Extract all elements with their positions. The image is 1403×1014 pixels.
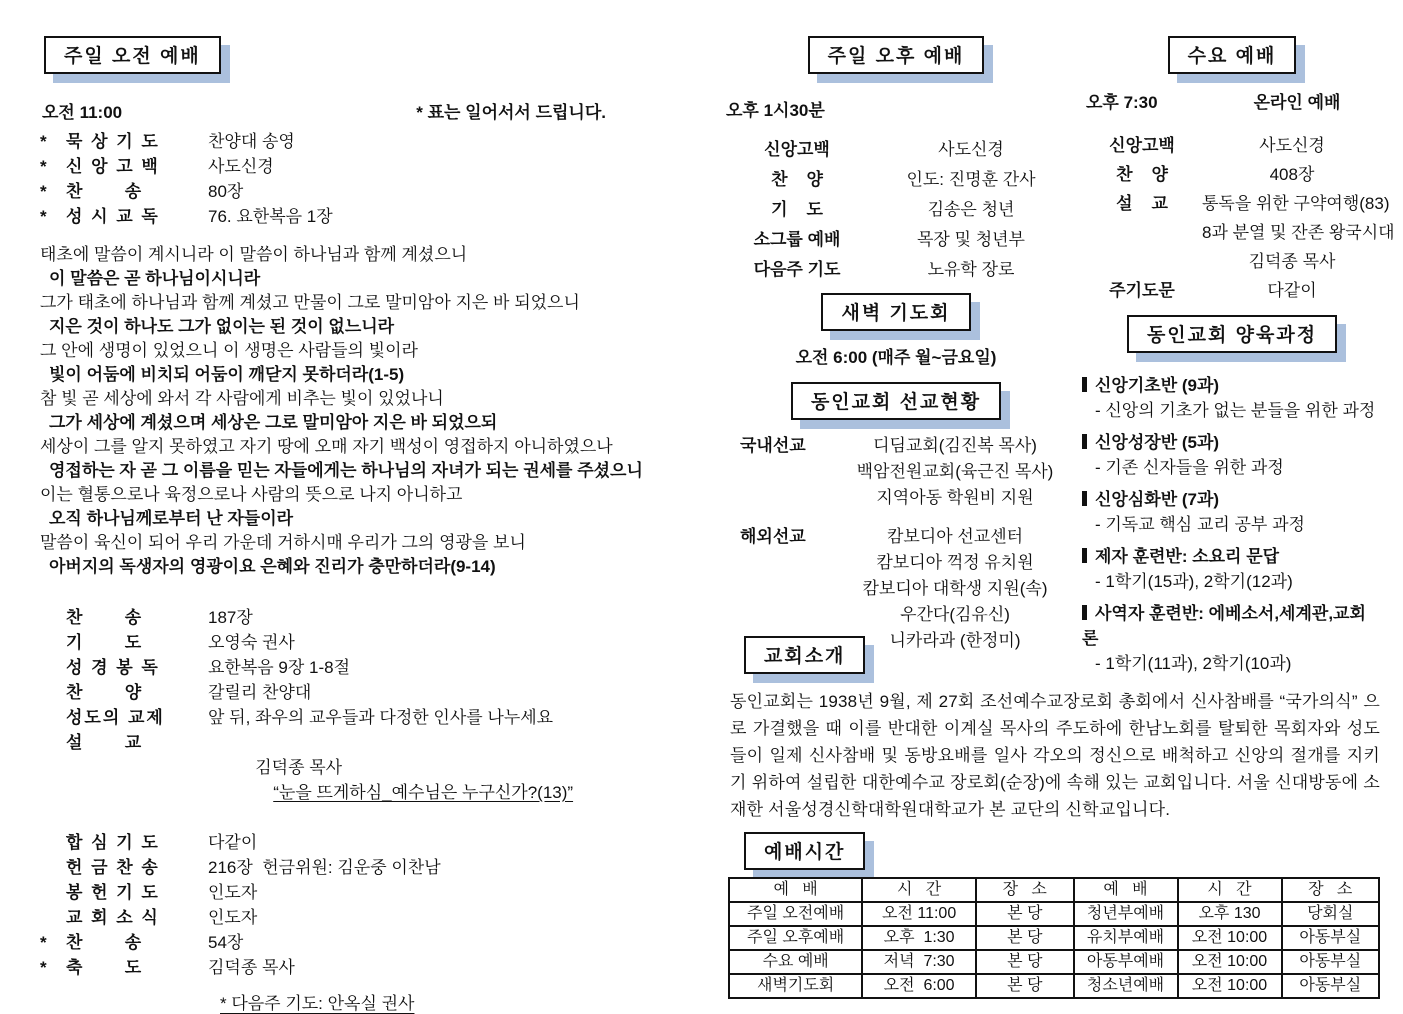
nurture-course-name: 사역자 훈련반: 에베소서,세계관,교회론: [1082, 604, 1366, 648]
service-item-label: 다음주 기도: [753, 260, 841, 279]
service-item-row: [722, 135, 1070, 165]
nurture-course: [1082, 373, 1382, 423]
service-item-label: 성 시 교 독: [66, 207, 160, 226]
stand-asterisk: [40, 880, 66, 905]
service-item-row: [722, 165, 1070, 195]
table-cell: 오전 11:00: [862, 902, 976, 926]
service-item-value: 80장: [208, 182, 244, 201]
order-label: 합 심 기 도: [66, 833, 160, 852]
responsive-reading-text: [40, 243, 658, 579]
table-cell: 아동부실: [1282, 950, 1380, 974]
domestic-mission-group: [722, 433, 1070, 511]
order-label: 찬 송: [66, 608, 144, 627]
scripture-line: 빛이 어둠에 비치되 어둠이 깨닫지 못하더라(1-5): [49, 365, 405, 384]
order-label: 설 교: [66, 733, 144, 752]
service-item-label: 기 도: [771, 200, 823, 219]
nurture-course-name: 신앙성장반 (5과): [1082, 430, 1382, 455]
afternoon-items: [722, 135, 1070, 285]
table-cell: 오후 130: [1178, 902, 1282, 926]
service-item-value: 사도신경: [208, 157, 274, 176]
mission-item: 디딤교회(김진복 목사): [873, 436, 1037, 455]
scripture-line: 이 말씀은 곧 하나님이시니라: [49, 269, 261, 288]
table-cell: 아동부예배: [1074, 950, 1178, 974]
stand-asterisk: [40, 705, 66, 730]
service-item-label: 소그룹 예배: [753, 230, 841, 249]
morning-order-list: [40, 605, 658, 980]
morning-items: [40, 129, 658, 229]
church-intro-section: [728, 636, 1382, 999]
service-item-row: [1082, 160, 1382, 189]
service-item-row: [1082, 131, 1382, 160]
mission-title: 동인교회 선교현황: [810, 392, 982, 413]
column-header: 시 간: [862, 878, 976, 902]
service-item-label: [1082, 218, 1202, 247]
service-item-value: 김덕종 목사: [1248, 252, 1336, 271]
service-item-value: 사도신경: [1259, 136, 1325, 155]
dawn-prayer-title-box: [821, 293, 970, 331]
table-cell: 본 당: [976, 974, 1074, 998]
scripture-line: 영접하는 자 곧 그 이름을 믿는 자들에게는 하나님의 자녀가 되는 권세를 주셨으니: [49, 461, 643, 480]
column-header: 장 소: [1282, 878, 1380, 902]
church-intro-text: 동인교회는 1938년 9월, 제 27회 조선예수교장로회 총회에서 신사참배를 “국가의식” 으로 가결했을 때 이를 반대한 이계실 목사의 주도하에 한남노회를 탈퇴한 목회자와 성도들이 일제 신사참배 및 동방요배를 일사 각오의 정신으로 배척하고 신앙의 절개를 지키기 위하여 설립한 대한예수교 장로회(순장)에 속해 있는 교회입니다. 서울 신대방동에 소재한 서울성경신학대학원대학교가 본 교단의 신학교입니다.: [730, 692, 1380, 819]
table-row: [729, 902, 1379, 926]
mission-item: 백암전원교회(육근진 목사): [856, 462, 1054, 481]
order-value: 인도자: [208, 908, 258, 927]
scripture-line: 말씀이 육신이 되어 우리 가운데 거하시매 우리가 그의 영광을 보니: [40, 533, 526, 552]
table-cell: 오후 1:30: [862, 926, 976, 950]
table-cell: 청소년예배: [1074, 974, 1178, 998]
overseas-mission-label: 해외선교: [740, 527, 806, 546]
service-item-value: 8과 분열 및 잔존 왕국시대: [1202, 223, 1395, 242]
nurture-course-desc: - 1학기(15과), 2학기(12과): [1095, 572, 1293, 591]
order-label: 찬 송: [66, 933, 144, 952]
order-value: 요한복음 9장 1-8절: [208, 658, 351, 677]
stand-note: * 표는 일어서서 드립니다.: [416, 103, 606, 122]
sermon-title: “눈을 뜨게하심_예수님은 누구신가?(13)”: [273, 783, 574, 802]
nurture-course-desc: - 기독교 핵심 교리 공부 과정: [1095, 515, 1305, 534]
service-item-value: 목장 및 청년부: [917, 230, 1025, 249]
morning-service-section: [40, 36, 658, 1014]
scripture-line: 아버지의 독생자의 영광이요 은혜와 진리가 충만하더라(9-14): [49, 557, 496, 576]
mission-item: 우간다(김유신): [900, 605, 1010, 624]
stand-asterisk: *: [40, 933, 47, 952]
table-cell: 본 당: [976, 902, 1074, 926]
order-value: 오영숙 권사: [208, 633, 295, 652]
dawn-prayer-time: 오전 6:00 (매주 월~금요일): [795, 348, 997, 367]
mission-item: 캄보디아 꺽정 유치원: [876, 553, 1034, 572]
stand-asterisk: [40, 830, 66, 855]
stand-asterisk: [40, 730, 66, 830]
service-times-title-box: [744, 832, 865, 870]
table-header-row: [729, 878, 1379, 902]
service-item-value: 사도신경: [938, 140, 1004, 159]
wednesday-title: 수요 예배: [1187, 46, 1277, 67]
church-intro-title-box: [744, 636, 865, 674]
order-row: [40, 955, 658, 980]
sermon-preacher: 김덕종 목사: [255, 758, 343, 777]
list-bar-icon: [1082, 548, 1087, 563]
service-item-label: [1082, 247, 1202, 276]
mission-title-box: [791, 382, 1001, 420]
service-item-label: 신앙고백: [1109, 136, 1175, 155]
service-item-row: [1082, 218, 1395, 247]
order-row: [40, 905, 658, 930]
table-cell: 당회실: [1282, 902, 1380, 926]
service-item-value: 김송은 청년: [927, 200, 1015, 219]
service-item-label: 묵 상 기 도: [66, 132, 160, 151]
order-row: [40, 605, 658, 630]
morning-head-row: [42, 98, 658, 123]
table-cell: 본 당: [976, 950, 1074, 974]
service-item-value: 76. 요한복음 1장: [208, 207, 333, 226]
table-cell: 오전 10:00: [1178, 950, 1282, 974]
order-row: [40, 680, 658, 705]
table-cell: 오전 10:00: [1178, 926, 1282, 950]
table-cell: 새벽기도회: [729, 974, 862, 998]
stand-asterisk: [40, 905, 66, 930]
order-row: [40, 930, 658, 955]
order-value: 187장: [208, 608, 253, 627]
mission-item: 캄보디아 선교센터: [886, 527, 1024, 546]
stand-asterisk: [40, 655, 66, 680]
service-item-value: 통독을 위한 구약여행(83): [1202, 194, 1390, 213]
table-cell: 오전 10:00: [1178, 974, 1282, 998]
table-row: [729, 950, 1379, 974]
nurture-course-desc: - 신앙의 기초가 없는 분들을 위한 과정: [1095, 401, 1376, 420]
order-label: 봉 헌 기 도: [66, 883, 160, 902]
nurture-course-desc: - 기존 신자들을 위한 과정: [1095, 458, 1284, 477]
order-row: [40, 630, 658, 655]
table-row: [729, 974, 1379, 998]
service-item-row: [1082, 276, 1382, 305]
scripture-line: 이는 혈통으로나 육정으로나 사람의 뜻으로 나지 아니하고: [40, 485, 463, 504]
table-cell: 아동부실: [1282, 926, 1380, 950]
service-item-label: 찬 양: [1116, 165, 1168, 184]
service-item-row: [40, 179, 658, 204]
column-header: 예 배: [729, 878, 862, 902]
table-cell: 수요 예배: [729, 950, 862, 974]
stand-asterisk: [40, 605, 66, 630]
nurture-title-box: [1127, 315, 1337, 353]
nurture-course-list: [1082, 373, 1382, 676]
order-row-sermon: [40, 730, 658, 830]
scripture-line: 참 빛 곧 세상에 와서 각 사람에게 비추는 빛이 있었나니: [40, 389, 444, 408]
service-item-value: 인도: 진명훈 간사: [906, 170, 1036, 189]
list-bar-icon: [1082, 434, 1087, 449]
stand-asterisk: *: [40, 207, 47, 226]
service-item-value: 다같이: [1267, 281, 1317, 300]
order-label: 교 회 소 식: [66, 908, 160, 927]
scripture-line: 그가 세상에 계셨으며 세상은 그로 말미암아 지은 바 되었으되: [49, 413, 498, 432]
order-value: 다같이: [208, 833, 258, 852]
stand-asterisk: [40, 855, 66, 880]
stand-asterisk: *: [40, 958, 47, 977]
nurture-course-desc: - 1학기(11과), 2학기(10과): [1095, 654, 1292, 673]
service-item-row: [40, 129, 658, 154]
morning-title-box: [44, 36, 221, 74]
list-bar-icon: [1082, 491, 1087, 506]
nurture-course: [1082, 430, 1382, 480]
order-label: 찬 양: [66, 683, 144, 702]
scripture-line: 세상이 그를 알지 못하였고 자기 땅에 오매 자기 백성이 영접하지 아니하였으나: [40, 437, 613, 456]
service-item-row: [722, 255, 1070, 285]
afternoon-time: 오후 1시30분: [726, 101, 825, 120]
church-intro-title: 교회소개: [764, 646, 846, 667]
order-row: [40, 855, 658, 880]
service-item-value: 408장: [1269, 165, 1315, 184]
domestic-mission-values: [840, 433, 1070, 511]
scripture-line: 그가 태초에 하나님과 함께 계셨고 만물이 그로 말미암아 지은 바 되었으니: [40, 293, 580, 312]
overseas-mission-group: [722, 524, 1070, 654]
stand-asterisk: [40, 680, 66, 705]
order-label: 기 도: [66, 633, 144, 652]
wednesday-items: [1082, 131, 1395, 305]
service-item-row: [722, 195, 1070, 225]
domestic-mission-label: 국내선교: [740, 436, 806, 455]
order-value: 216장 헌금위원: 김운중 이찬남: [208, 858, 441, 877]
service-item-row: [722, 225, 1070, 255]
overseas-mission-values: [840, 524, 1070, 654]
order-row: [40, 705, 658, 730]
order-label: 성 경 봉 독: [66, 658, 160, 677]
wednesday-mode: 온라인 예배: [1253, 93, 1341, 112]
wednesday-service-section: [1082, 36, 1395, 683]
order-value: 김덕종 목사: [208, 958, 295, 977]
morning-time: 오전 11:00: [42, 103, 123, 122]
order-value: 54장: [208, 933, 244, 952]
order-value: 앞 뒤, 좌우의 교우들과 다정한 인사를 나누세요: [208, 708, 554, 727]
table-cell: 주일 오전예배: [729, 902, 862, 926]
service-item-label: 신앙고백: [764, 140, 830, 159]
order-label: 성도의 교제: [66, 708, 165, 727]
table-cell: 본 당: [976, 926, 1074, 950]
order-label: 헌 금 찬 송: [66, 858, 160, 877]
service-item-label: 찬 양: [771, 170, 823, 189]
morning-title: 주일 오전 예배: [64, 46, 201, 67]
afternoon-service-section: [722, 36, 1070, 654]
service-item-row: [40, 154, 658, 179]
dawn-prayer-title: 새벽 기도회: [841, 303, 951, 324]
order-row: [40, 880, 658, 905]
service-item-row: [1082, 189, 1390, 218]
nurture-title: 동인교회 양육과정: [1146, 325, 1318, 346]
wednesday-head-row: [1082, 90, 1382, 115]
service-times-table: [728, 877, 1380, 999]
scripture-line: 태초에 말씀이 계시니라 이 말씀이 하나님과 함께 계셨으니: [40, 245, 468, 264]
afternoon-title: 주일 오후 예배: [827, 46, 965, 67]
service-item-label: 주기도문: [1109, 281, 1175, 300]
service-item-value: 노유학 장로: [927, 260, 1015, 279]
mission-item: 니카라과 (한정미): [889, 631, 1021, 650]
scripture-line: 지은 것이 하나도 그가 없이는 된 것이 없느니라: [49, 317, 395, 336]
service-times-title: 예배시간: [764, 842, 846, 863]
order-label: 축 도: [66, 958, 144, 977]
list-bar-icon: [1082, 377, 1087, 392]
stand-asterisk: *: [40, 182, 47, 201]
next-week-prayer-note: * 다음주 기도: 안옥실 권사: [220, 994, 415, 1013]
service-item-label: 신 앙 고 백: [66, 157, 160, 176]
wednesday-time: 오후 7:30: [1086, 93, 1158, 112]
table-cell: 아동부실: [1282, 974, 1380, 998]
table-cell: 오전 6:00: [862, 974, 976, 998]
mission-item: 지역아동 학원비 지원: [876, 488, 1034, 507]
table-cell: 청년부예배: [1074, 902, 1178, 926]
table-cell: 주일 오후예배: [729, 926, 862, 950]
service-item-row: [1082, 247, 1382, 276]
scripture-line: 오직 하나님께로부터 난 자들이라: [49, 509, 294, 528]
nurture-course-name: 제자 훈련반: 소요리 문답: [1082, 544, 1382, 569]
order-value: [208, 730, 658, 830]
service-item-label: 설 교: [1116, 194, 1168, 213]
nurture-course: [1082, 487, 1382, 537]
table-cell: 저녁 7:30: [862, 950, 976, 974]
column-header: 장 소: [976, 878, 1074, 902]
table-cell: 유치부예배: [1074, 926, 1178, 950]
list-bar-icon: [1082, 605, 1087, 620]
column-header: 시 간: [1178, 878, 1282, 902]
stand-asterisk: *: [40, 157, 47, 176]
column-header: 예 배: [1074, 878, 1178, 902]
wednesday-title-box: [1168, 36, 1297, 74]
stand-asterisk: *: [40, 132, 47, 151]
order-value: 갈릴리 찬양대: [208, 683, 312, 702]
stand-asterisk: [40, 630, 66, 655]
order-value: 인도자: [208, 883, 258, 902]
scripture-line: 그 안에 생명이 있었으니 이 생명은 사람들의 빛이라: [40, 341, 418, 360]
afternoon-title-box: [808, 36, 985, 74]
table-row: [729, 926, 1379, 950]
service-item-row: [40, 204, 658, 229]
mission-item: 캄보디아 대학생 지원(속): [862, 579, 1048, 598]
service-item-label: 찬 송: [66, 182, 144, 201]
order-row: [40, 830, 658, 855]
service-item-value: 찬양대 송영: [208, 132, 295, 151]
nurture-course: [1082, 544, 1382, 594]
order-row: [40, 655, 658, 680]
nurture-course-name: 신앙심화반 (7과): [1082, 487, 1382, 512]
nurture-course-name: 신앙기초반 (9과): [1082, 373, 1382, 398]
